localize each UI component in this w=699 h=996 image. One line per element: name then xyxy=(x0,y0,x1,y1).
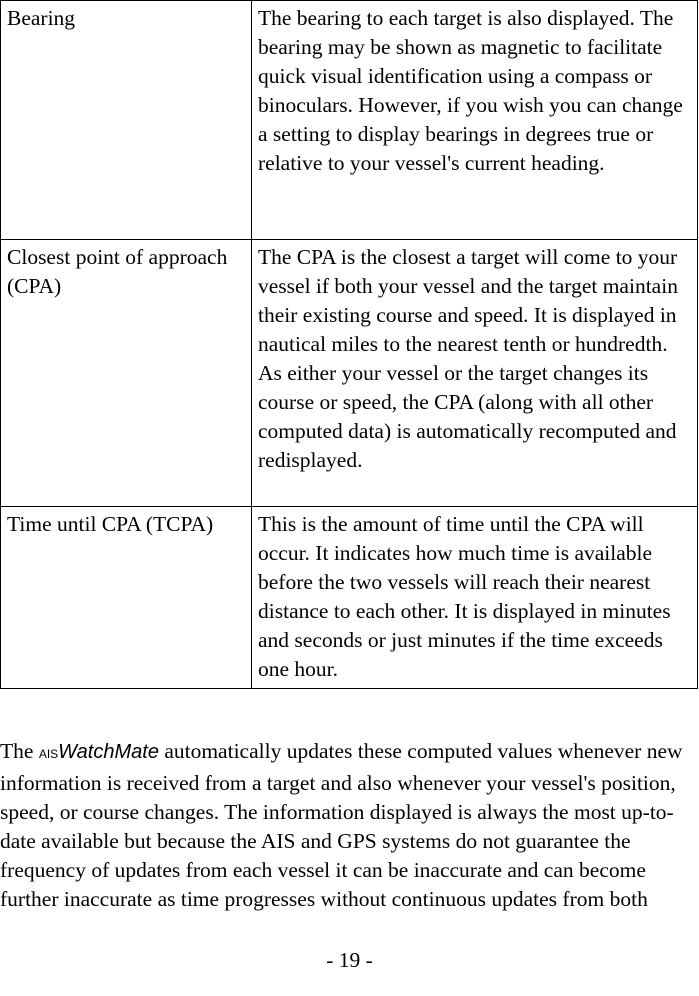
table-row xyxy=(1,507,698,689)
term-cell: Closest point of approach (CPA) xyxy=(1,240,252,507)
body-paragraph xyxy=(0,737,699,914)
definition-cell: The CPA is the closest a target will come to your vessel if both your vessel and the target maintain their existing course and speed. It is displayed in nautical miles to the nearest tenth or hundredth. As either your vessel or the target changes its course or speed, the CPA (along with all other computed data) is automatically recomputed and redisplayed. xyxy=(252,240,698,507)
table-row xyxy=(1,240,698,507)
term-cell: Bearing xyxy=(1,1,252,240)
term-cell: Time until CPA (TCPA) xyxy=(1,507,252,689)
paragraph-lead: The xyxy=(0,739,39,763)
brand-prefix: AIS xyxy=(38,747,59,761)
brand-name: WatchMate xyxy=(58,741,159,763)
definition-cell: The bearing to each target is also displayed. The bearing may be shown as magnetic to facilitate quick visual identification using a compass or binoculars. However, if you wish you can change a setting to display bearings in degrees true or relative to your vessel's current heading. xyxy=(252,1,698,240)
table-row xyxy=(1,1,698,240)
definition-cell: This is the amount of time until the CPA will occur. It indicates how much time is available before the two vessels will reach their nearest distance to each other. It is displayed in minutes and seconds or just minutes if the time exceeds one hour. xyxy=(252,507,698,689)
paragraph-text: automatically updates these computed values whenever new information is received from a target and also whenever your vessel's position, speed, or course changes. The information displayed is always the most up-to-date available but because the AIS and GPS systems do not guarantee the frequency of updates from each vessel it can be inaccurate and can become further inaccurate as time progresses without continuous updates from both xyxy=(0,739,683,911)
page-number: - 19 - xyxy=(326,948,373,972)
